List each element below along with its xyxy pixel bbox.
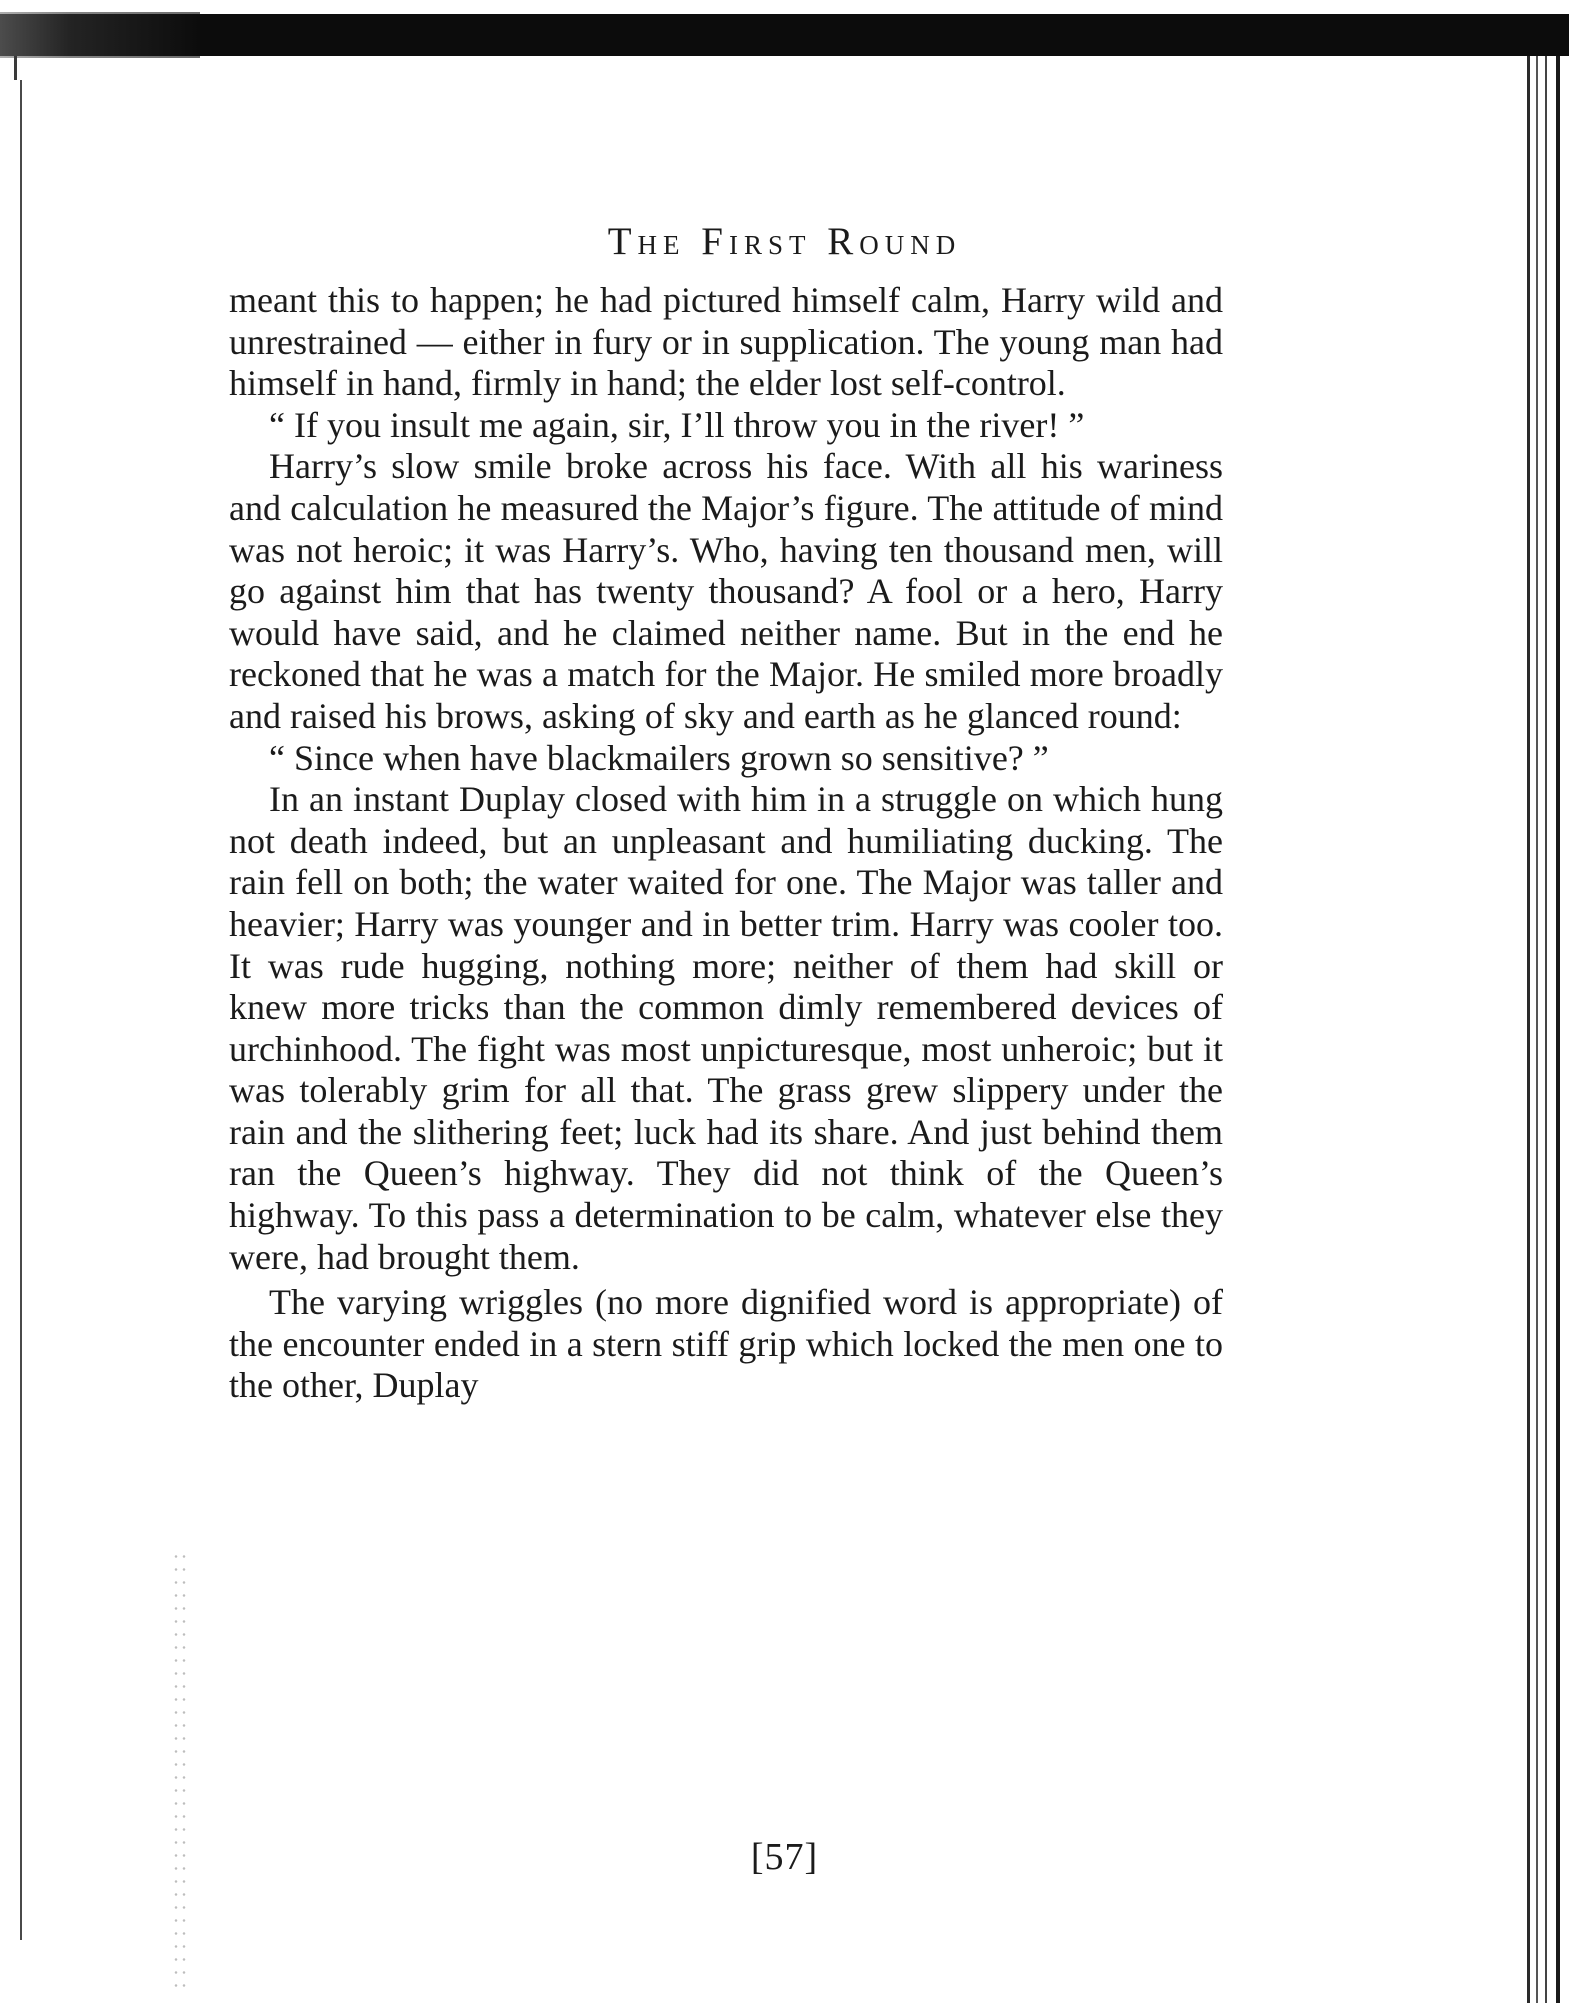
scan-left-edge <box>20 80 22 1940</box>
running-head: The First Round <box>607 220 962 263</box>
paragraph: “ Since when have blackmailers grown so sensitive? ” <box>269 737 1049 778</box>
scan-right-edge <box>1527 56 1530 2003</box>
paragraph: Harry’s slow smile broke across his face. With all his wariness and calculation he measured the Major’s figure. The attitude of mind was not heroic; it was Harry’s. Who, having ten thousand men, will go against him that has twenty thousand? A fool or a hero, Harry would have said, and he claimed neither name. But in the end he reckoned that he was a match for the Major. He smiled more broadly and raised his brows, asking of sky and earth as he glanced round: <box>229 446 1223 736</box>
body-text <box>229 280 1223 1407</box>
paragraph: “ If you insult me again, sir, I’ll throw you in the river! ” <box>269 404 1085 445</box>
scan-right-edge <box>1556 56 1560 2003</box>
scan-top-border <box>0 14 1569 56</box>
paragraph: In an instant Duplay closed with him in a struggle on which hung not death indeed, but an unpleasant and humiliating ducking. The rain fell on both; the water waited for one. The Major was taller and heavier; Harry was younger and in better trim. Harry was cooler too. It was rude hugging, nothing more; neither of them had skill or knew more tricks than the common dimly remembered devices of urchinhood. The fight was most unpicturesque, most unheroic; but it was tolerably grim for all that. The grass grew slippery under the rain and the slithering feet; luck had its share. And just behind them ran the Queen’s highway. They did not think of the Queen’s highway. To this pass a determination to be calm, whatever else they were, had brought them. <box>229 779 1223 1277</box>
scan-right-edge <box>1536 56 1538 2003</box>
paragraph: The varying wriggles (no more dignified word is appropriate) of the encounter ended in a stern stiff grip which locked the men one to the other, Duplay <box>229 1282 1223 1406</box>
page-number: [57] <box>750 1836 819 1878</box>
scan-right-edge <box>1545 56 1547 2003</box>
scan-noise <box>172 1550 188 1990</box>
scan-top-border-fray <box>0 12 200 58</box>
paragraph: meant this to happen; he had pictured himself calm, Harry wild and unrestrained — either in fury or in supplication. The young man had himself in hand, firmly in hand; the elder lost self-control. <box>229 280 1223 404</box>
scan-left-speck <box>14 56 17 80</box>
